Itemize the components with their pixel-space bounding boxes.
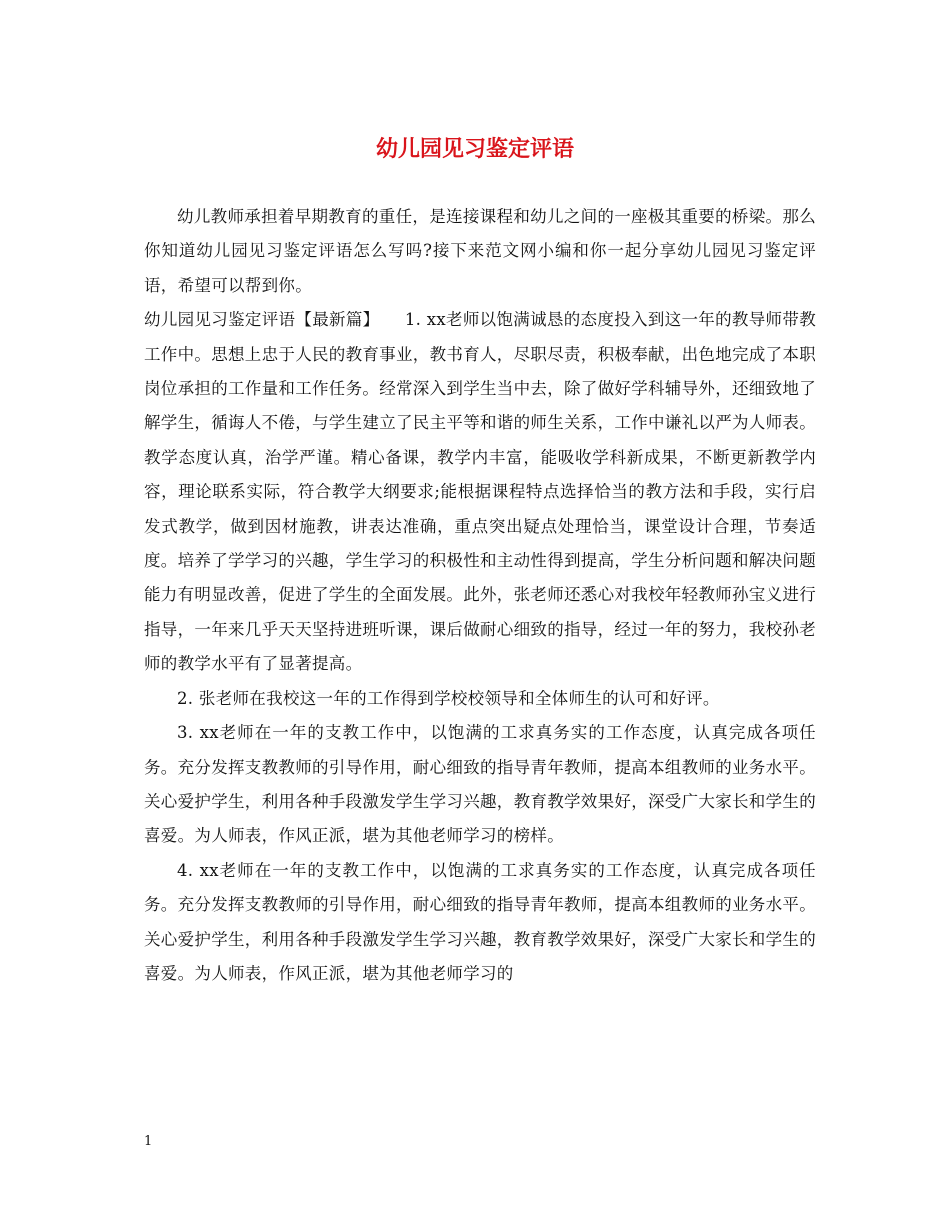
page-title: 幼儿园见习鉴定评语 (375, 136, 574, 162)
comment-paragraph-1: 幼儿园见习鉴定评语【最新篇】 1. xx老师以饱满诚恳的态度投入到这一年的教导师带教工作中。思想上忠于人民的教育事业，教书育人，尽职尽责，积极奉献，出色地完成了本职岗位承担的工作量和工作任务。经常深入到学生当中去，除了做好学科辅导外，还细致地了解学生，循诲人不倦，与学生建立了民主平等和谐的师生关系，工作中谦礼以严为人师表。教学态度认真，治学严谨。精心备课，教学内丰富，能吸收学科新成果，不断更新教学内容，理论联系实际，符合教学大纲要求;能根据课程特点选择恰当的教方法和手段，实行启发式教学，做到因材施教，讲表达准确，重点突出疑点处理恰当，课堂设计合理，节奏适度。培养了学学习的兴趣，学生学习的积极性和主动性得到提高，学生分析问题和解决问题能力有明显改善，促进了学生的全面发展。此外，张老师还悉心对我校年轻教师孙宝义进行指导，一年来几乎天天坚持进班听课，课后做耐心细致的指导，经过一年的努力，我校孙老师的教学水平有了显著提高。 (144, 310, 816, 674)
intro-paragraph: 幼儿教师承担着早期教育的重任，是连接课程和幼儿之间的一座极其重要的桥梁。那么你知道幼儿园见习鉴定评语怎么写吗?接下来范文网小编和你一起分享幼儿园见习鉴定评语，希望可以帮到你。 (144, 207, 816, 295)
document-body (144, 200, 816, 991)
comment-paragraph-2: 2. 张老师在我校这一年的工作得到学校校领导和全体师生的认可和好评。 (177, 688, 720, 708)
comment-paragraph-3: 3. xx老师在一年的支教工作中，以饱满的工求真务实的工作态度，认真完成各项任务。充分发挥支教教师的引导作用，耐心细致的指导青年教师，提高本组教师的业务水平。关心爱护学生，利用各种手段激发学生学习兴趣，教育教学效果好，深受广大家长和学生的喜爱。为人师表，作风正派，堪为其他老师学习的榜样。 (144, 723, 816, 846)
page-number: 1 (144, 1134, 153, 1149)
comment-paragraph-4: 4. xx老师在一年的支教工作中，以饱满的工求真务实的工作态度，认真完成各项任务。充分发挥支教教师的引导作用，耐心细致的指导青年教师，提高本组教师的业务水平。关心爱护学生，利用各种手段激发学生学习兴趣，教育教学效果好，深受广大家长和学生的喜爱。为人师表，作风正派，堪为其他老师学习的 (144, 860, 816, 983)
